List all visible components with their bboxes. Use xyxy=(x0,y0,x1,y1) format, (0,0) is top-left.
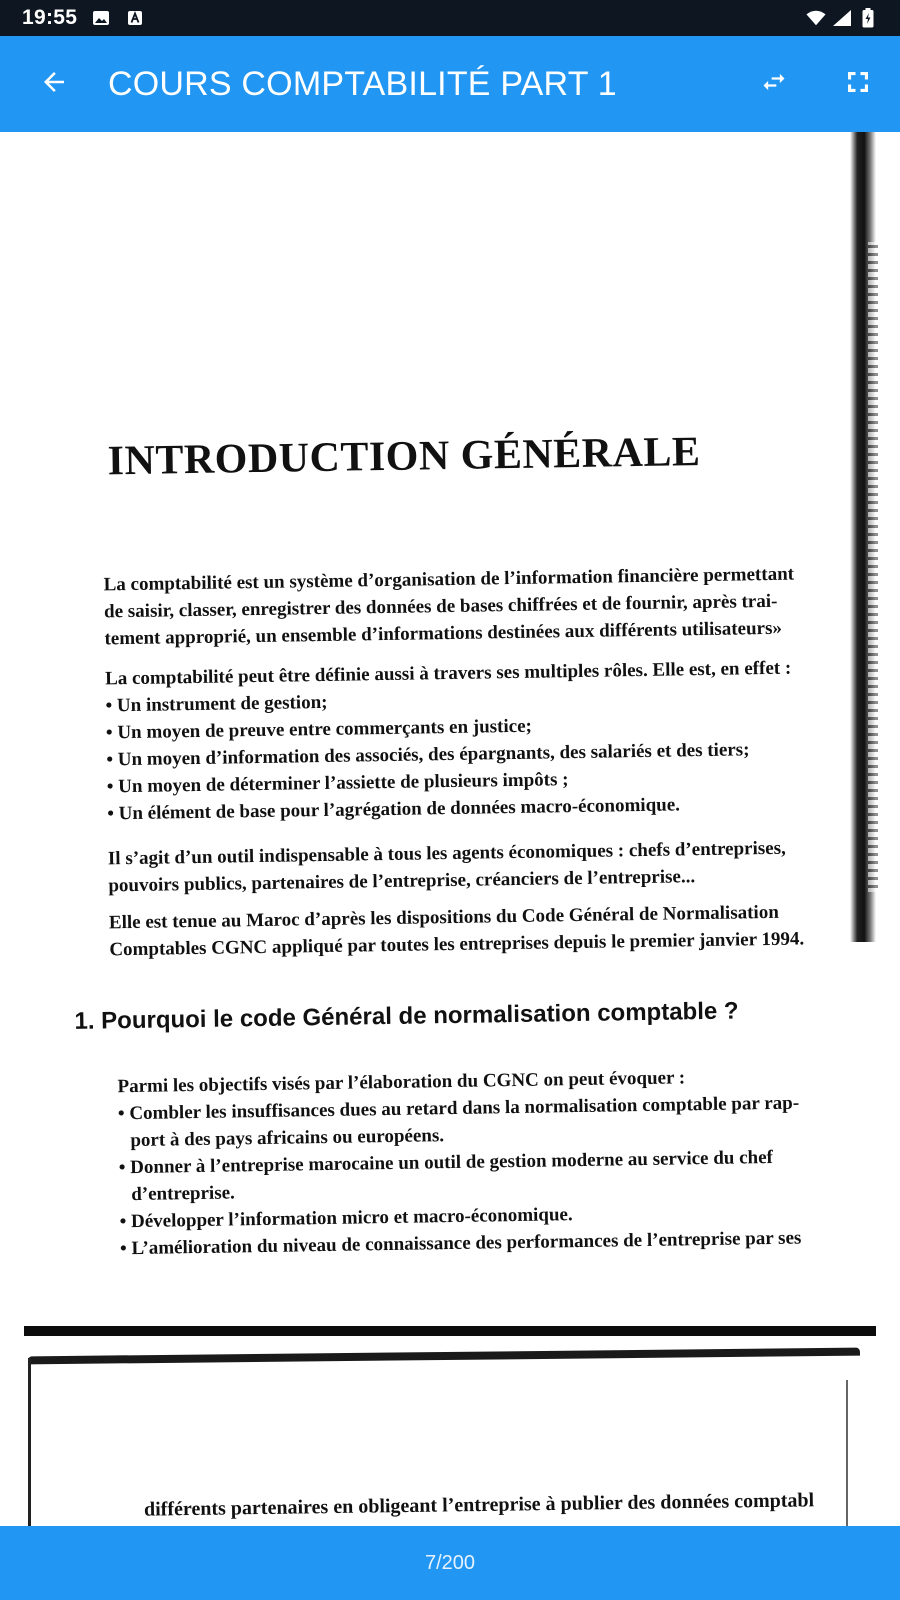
signal-icon xyxy=(832,9,852,27)
arrow-left-icon xyxy=(39,67,69,102)
paragraph-roles xyxy=(105,654,807,827)
page-indicator: 7/200 xyxy=(424,1551,476,1574)
text-line: La comptabilité peut être définie aussi à travers ses multiples rôles. Elle est, en effet : xyxy=(104,657,792,690)
text-line: Comptables CGNC appliqué par toutes les entreprises depuis le premier janvier 1994. xyxy=(109,928,805,961)
back-button[interactable] xyxy=(0,36,108,132)
text-line: de saisir, classer, enregistrer des données de bases chiffrées et de fournir, après trai- xyxy=(103,590,778,623)
paragraph-objectives xyxy=(117,1062,820,1262)
paragraph-cgnc xyxy=(109,898,810,963)
swap-icon xyxy=(760,67,788,102)
list-item: • Un élément de base pour l’agrégation de données macro-économique. xyxy=(107,794,681,825)
list-item-continuation: port à des pays africains ou européens. xyxy=(130,1125,445,1152)
list-item: • Combler les insuffisances dues au retard dans la normalisation comptable par rap- xyxy=(117,1092,800,1125)
list-item: • Un moyen de preuve entre commerçants en justice; xyxy=(105,715,533,744)
list-item: • Développer l’information micro et macro-économique. xyxy=(119,1204,573,1233)
list-item: • Donner à l’entreprise marocaine un outil de gestion moderne au service du chef xyxy=(118,1146,774,1179)
list-item: • Un instrument de gestion; xyxy=(105,691,328,717)
section-title: 1. Pourquoi le code Général de normalisation comptable ? xyxy=(74,997,739,1035)
page-divider xyxy=(24,1326,876,1336)
text-line: Elle est tenue au Maroc d’après les dispositions du Code Général de Normalisation xyxy=(108,901,779,934)
list-item: • Un moyen de déterminer l’assiette de plusieurs impôts ; xyxy=(106,769,569,798)
paragraph-definition xyxy=(103,560,804,652)
page-title: COURS COMPTABILITÉ PART 1 xyxy=(108,64,617,103)
paragraph-agents xyxy=(108,834,809,899)
list-item: • Un moyen d’information des associés, des épargnants, des salariés et des tiers; xyxy=(106,739,750,771)
fullscreen-icon xyxy=(843,67,873,102)
status-right xyxy=(806,9,878,27)
text-line: pouvoirs publics, partenaires de l’entreprise, créanciers de l’entreprise... xyxy=(108,866,696,897)
text-line: tement approprié, un ensemble d’informations destinées aux différents utilisateurs» xyxy=(104,617,783,650)
page-content xyxy=(0,132,900,1359)
document-viewer[interactable] xyxy=(0,132,900,1526)
status-time: 19:55 xyxy=(22,6,78,29)
fullscreen-button[interactable] xyxy=(816,36,900,132)
swap-orientation-button[interactable] xyxy=(732,36,816,132)
list-item: • L’amélioration du niveau de connaissance des performances de l’entreprise par ses xyxy=(119,1227,802,1260)
status-bar xyxy=(0,0,900,36)
next-scanned-page xyxy=(24,1340,876,1526)
image-icon xyxy=(91,9,111,27)
list-item-continuation: d’entreprise. xyxy=(131,1182,235,1206)
text-line: La comptabilité est un système d’organisation de l’information financière permettant xyxy=(103,563,795,596)
wifi-icon xyxy=(806,9,826,27)
battery-icon xyxy=(858,9,878,27)
page-border-top xyxy=(28,1348,860,1365)
text-line: Il s’agit d’un outil indispensable à tous les agents économiques : chefs d’entreprises, xyxy=(107,837,786,870)
page-border-right xyxy=(846,1380,848,1526)
text-a-icon xyxy=(125,9,145,27)
app-bar xyxy=(0,36,900,132)
status-left xyxy=(22,6,145,30)
scanned-page xyxy=(0,132,900,1352)
next-page-text: différents partenaires en obligeant l’entreprise à publier des données comptabl xyxy=(143,1489,815,1521)
text-line: Parmi les objectifs visés par l’élaboration du CGNC on peut évoquer : xyxy=(117,1067,686,1098)
page-indicator-bar xyxy=(0,1526,900,1600)
page-border-left xyxy=(28,1358,31,1526)
document-heading: INTRODUCTION GÉNÉRALE xyxy=(107,429,701,485)
